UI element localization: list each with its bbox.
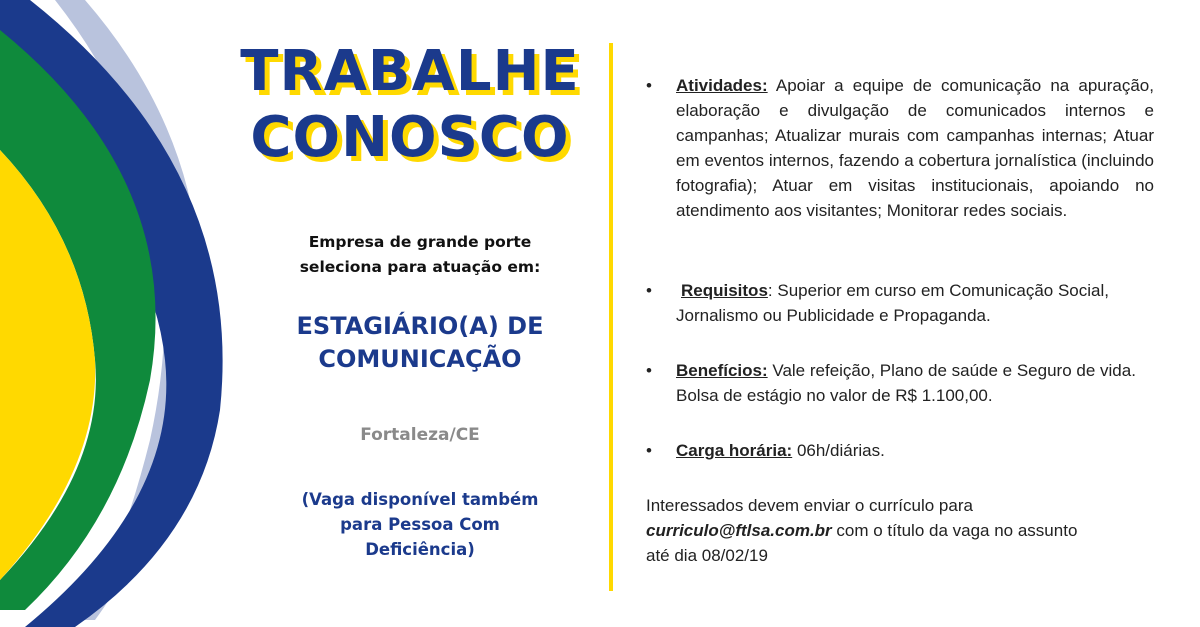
title-line-1: TRABALHE <box>240 39 580 104</box>
benefits-item <box>646 358 1154 408</box>
role-title <box>250 310 590 376</box>
hours-item <box>646 438 1154 463</box>
benefits-text: Vale refeição, Plano de saúde e Seguro de vida. Bolsa de estágio no valor de R$ 1.100,00. <box>676 361 1136 405</box>
apply-line-1: Interessados devem enviar o currículo para <box>646 496 973 515</box>
role-line-2: COMUNICAÇÃO <box>318 345 522 373</box>
requirements-item <box>646 278 1154 328</box>
intro-line-2: seleciona para atuação em: <box>299 258 541 276</box>
bullet: • <box>646 281 652 300</box>
hours-label: Carga horária: <box>676 441 793 460</box>
bullet: • <box>646 441 652 460</box>
pcd-note <box>270 487 570 562</box>
bullet: • <box>646 76 652 95</box>
apply-instructions <box>646 493 1154 568</box>
vertical-divider <box>609 43 613 591</box>
activities-text: Apoiar a equipe de comunicação na apuração, elaboração e divulgação de comunicados internos e campanhas; Atualizar murais com campanhas internas; Atuar em eventos internos, fazendo a cobertura jornalística (incluindo fotografia); Atuar em visitas institucionais, apoiando no atendimento aos visitantes; Monitorar redes sociais. <box>676 76 1154 220</box>
requirements-label: Requisitos <box>681 281 768 300</box>
bullet: • <box>646 361 652 380</box>
requirements-text: : Superior em curso em Comunicação Social, Jornalismo ou Publicidade e Propaganda. <box>676 281 1109 325</box>
role-line-1: ESTAGIÁRIO(A) DE <box>296 312 544 340</box>
apply-after-email: com o título da vaga no assunto <box>836 521 1078 540</box>
title-line-2: CONOSCO <box>250 105 570 170</box>
benefits-label: Benefícios: <box>676 361 768 380</box>
pcd-line-1: (Vaga disponível também <box>301 490 539 509</box>
activities-item <box>646 73 1154 223</box>
intro-text <box>260 230 580 280</box>
apply-deadline: até dia 08/02/19 <box>646 546 768 565</box>
email-address: curriculo@ftlsa.com.br <box>646 521 832 540</box>
intro-line-1: Empresa de grande porte <box>308 233 532 251</box>
hours-text: 06h/diárias. <box>796 441 885 460</box>
location-text: Fortaleza/CE <box>360 425 480 445</box>
job-details <box>646 73 1154 568</box>
pcd-line-3: Deficiência) <box>365 540 475 559</box>
activities-label: Atividades: <box>676 76 768 95</box>
pcd-line-2: para Pessoa Com <box>340 515 500 534</box>
